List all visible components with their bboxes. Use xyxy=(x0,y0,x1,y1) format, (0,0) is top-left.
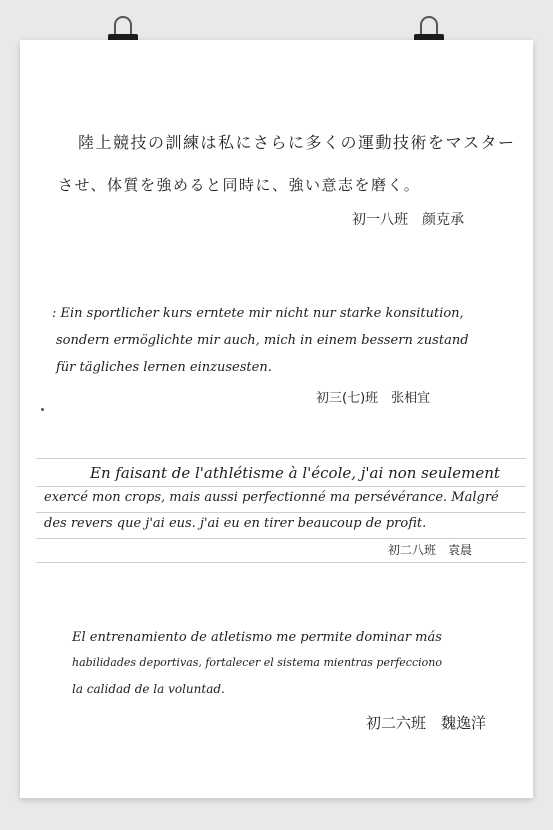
ruled-line-4 xyxy=(36,538,526,539)
japanese-note-line-2: させ、体質を強めると同時に、強い意志を磨く。 xyxy=(58,176,421,194)
spanish-note-signature: 初二六班 魏逸洋 xyxy=(366,714,487,732)
ruled-line-2 xyxy=(36,486,526,487)
german-note-line-3: für tägliches lernen einzusesten. xyxy=(56,360,272,375)
german-note-signature: 初三(七)班 张相宜 xyxy=(316,391,431,406)
spanish-note-line-2: habilidades deportivas, fortalecer el sistema mientras perfecciono xyxy=(72,656,442,669)
spanish-note-line-3: la calidad de la voluntad. xyxy=(72,682,225,696)
french-note-line-2: exercé mon crops, mais aussi perfectionné ma persévérance. Malgré xyxy=(44,490,499,505)
ruled-line-5 xyxy=(36,562,526,563)
japanese-note-signature: 初一八班 颜克承 xyxy=(352,212,464,228)
german-note-line-1: : Ein sportlicher kurs erntete mir nicht nur starke konsitution, xyxy=(52,306,464,321)
french-note-line-1: En faisant de l'athlétisme à l'école, j'ai non seulement xyxy=(90,464,500,482)
japanese-note-line-1: 陸上競技の訓練は私にさらに多くの運動技術をマスター xyxy=(78,133,516,152)
ruled-line-3 xyxy=(36,512,526,513)
stray-ink-dot xyxy=(41,408,44,411)
german-note-line-2: sondern ermöglichte mir auch, mich in einem bessern zustand xyxy=(56,333,469,348)
spanish-note-line-1: El entrenamiento de atletismo me permite dominar más xyxy=(72,630,442,645)
ruled-line-1 xyxy=(36,458,526,459)
french-note-signature: 初二八班 袁晨 xyxy=(388,543,473,557)
french-note-line-3: des revers que j'ai eus. j'ai eu en tirer beaucoup de profit. xyxy=(44,516,427,531)
